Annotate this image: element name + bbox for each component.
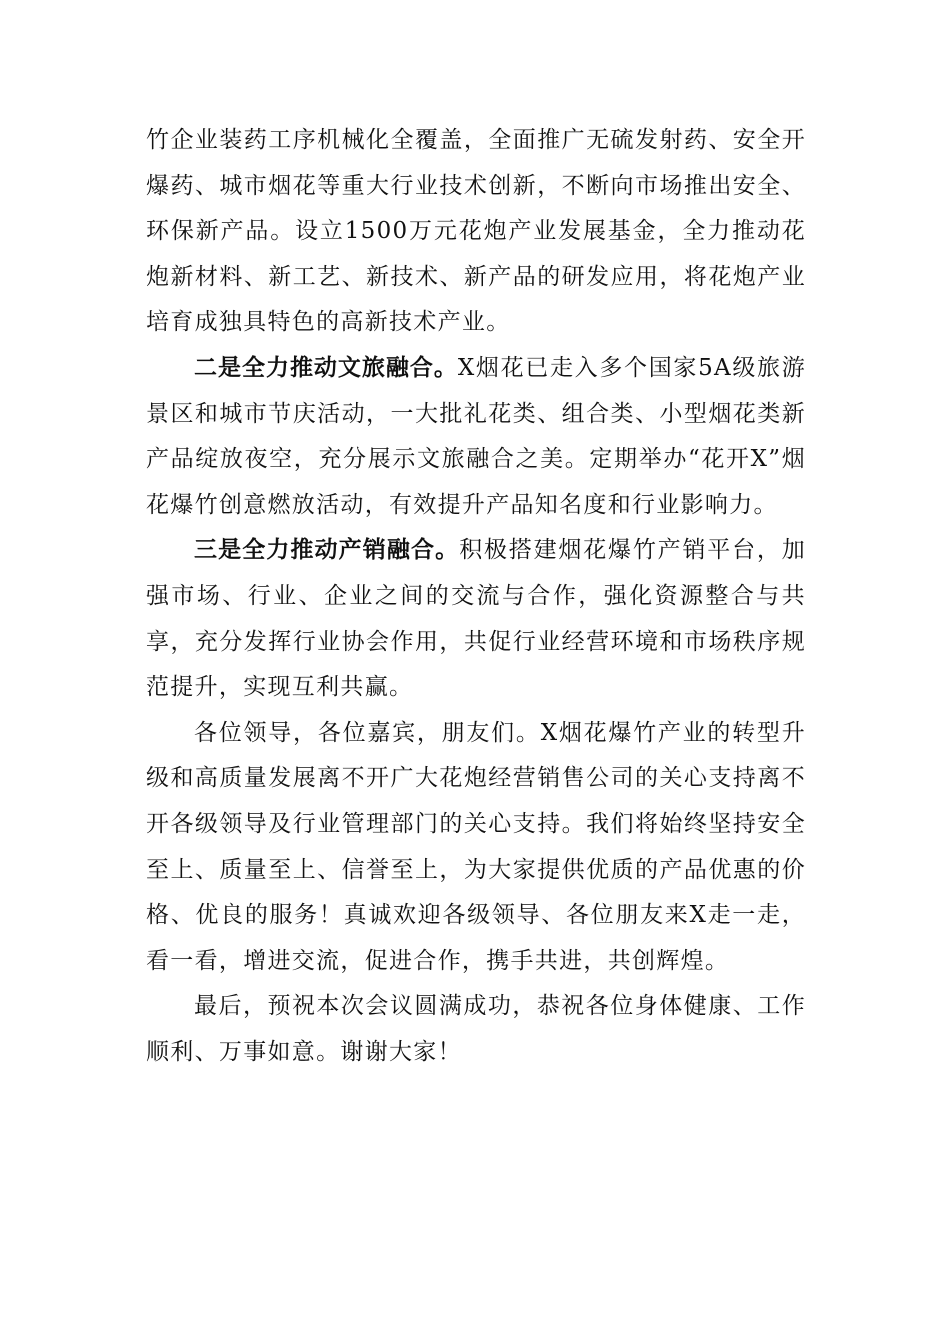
paragraph-text: 各位领导，各位嘉宾，朋友们。X烟花爆竹产业的转型升级和高质量发展离不开广大花炮经营销售公司的关心支持离不开各级领导及行业管理部门的关心支持。我们将始终坚持安全至上、质量至上、信誉至上，为大家提供优质的产品优惠的价格、优良的服务！真诚欢迎各级领导、各位朋友来X走一走，看一看，增进交流，促进合作，携手共进，共创辉煌。 [146, 719, 806, 974]
paragraph-text: X烟花已走入多个国家5A级旅游景区和城市节庆活动，一大批礼花类、组合类、小型烟花类新产品绽放夜空，充分展示文旅融合之美。定期举办“花开X”烟花爆竹创意燃放活动，有效提升产品知名度和行业影响力。 [146, 354, 806, 518]
document-page [146, 118, 806, 1075]
paragraph-heading: 二是全力推动文旅融合。 [194, 354, 458, 381]
paragraph-production-sales [146, 528, 806, 710]
paragraph-culture-tourism [146, 346, 806, 528]
paragraph-closing [146, 984, 806, 1075]
paragraph-text: 竹企业装药工序机械化全覆盖，全面推广无硫发射药、安全开爆药、城市烟花等重大行业技术创新，不断向市场推出安全、环保新产品。设立1500万元花炮产业发展基金，全力推动花炮新材料、新工艺、新技术、新产品的研发应用，将花炮产业培育成独具特色的高新技术产业。 [146, 127, 806, 336]
paragraph-heading: 三是全力推动产销融合。 [194, 537, 460, 564]
paragraph-continuation [146, 118, 806, 346]
paragraph-text: 最后，预祝本次会议圆满成功，恭祝各位身体健康、工作顺利、万事如意。谢谢大家！ [146, 993, 806, 1065]
paragraph-address-guests [146, 711, 806, 985]
paragraph-text: 积极搭建烟花爆竹产销平台，加强市场、行业、企业之间的交流与合作，强化资源整合与共享，充分发挥行业协会作用，共促行业经营环境和市场秩序规范提升，实现互利共赢。 [146, 537, 806, 701]
